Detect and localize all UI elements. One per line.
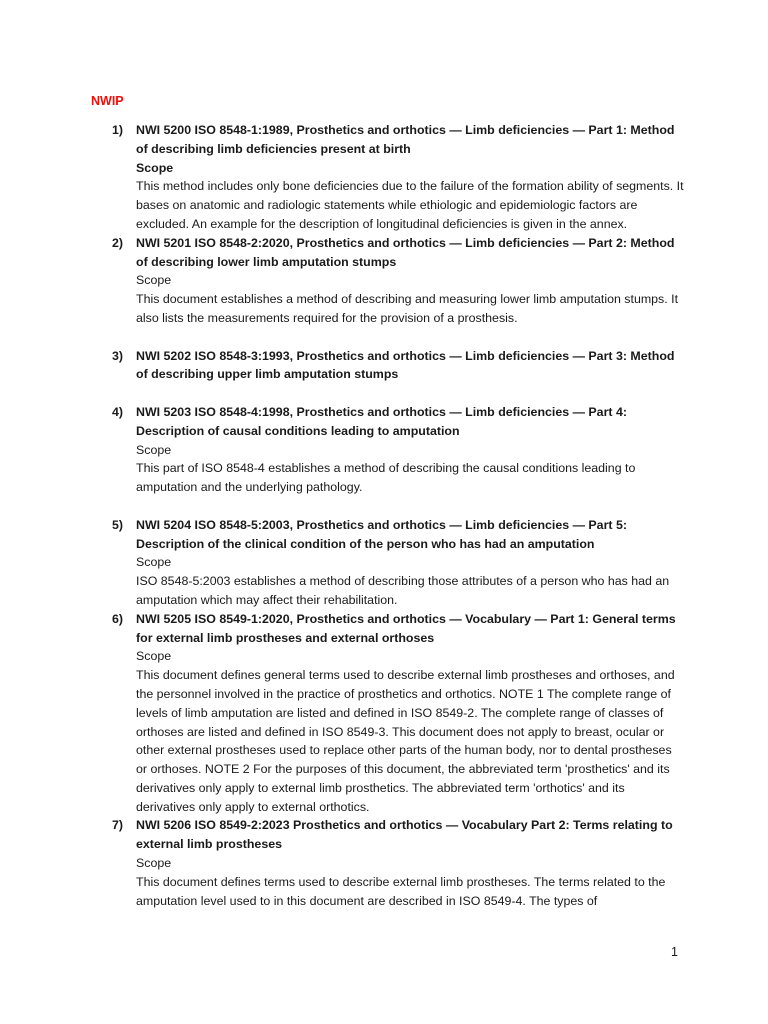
item-title: NWI 5206 ISO 8549-2:2023 Prosthetics and orthotics — Vocabulary Part 2: Terms relating to external limb prostheses <box>136 818 673 852</box>
list-item <box>0 234 684 328</box>
item-scope-label: Scope <box>136 273 172 288</box>
item-scope-label: Scope <box>136 555 172 570</box>
item-description: This document establishes a method of describing and measuring lower limb amputation stumps. It also lists the measurements required for the provision of a prosthesis. <box>136 292 679 325</box>
list-item <box>0 347 684 385</box>
list-item <box>0 610 684 817</box>
item-number: 5) <box>112 517 124 532</box>
list-item <box>0 403 684 497</box>
item-number: 4) <box>112 404 124 419</box>
item-description: ISO 8548-5:2003 establishes a method of describing those attributes of a person who has had an amputation which may affect their rehabilitation. <box>136 574 670 607</box>
item-title: NWI 5202 ISO 8548-3:1993, Prosthetics and orthotics — Limb deficiencies — Part 3: Method of describing upper limb amputation stumps <box>136 348 675 382</box>
item-scope-label: Scope <box>136 160 174 175</box>
page-number: 1 <box>671 945 678 959</box>
paragraph-gap <box>0 384 768 403</box>
item-title: NWI 5203 ISO 8548-4:1998, Prosthetics and orthotics — Limb deficiencies — Part 4: Description of causal conditions leading to amputation <box>136 404 627 438</box>
item-title: NWI 5200 ISO 8548-1:1989, Prosthetics and orthotics — Limb deficiencies — Part 1: Method of describing limb deficiencies present at birth <box>136 123 675 156</box>
list-item <box>0 516 684 610</box>
list-item <box>0 816 684 910</box>
item-scope-label: Scope <box>136 649 172 664</box>
paragraph-gap <box>0 497 768 516</box>
item-description: This method includes only bone deficiencies due to the failure of the formation ability of segments. It bases on anatomic and radiologic statements while ethiologic and epidemiologic factors are excluded. An example for the description of longitudinal deficiencies is given in the annex. <box>136 179 684 231</box>
item-title: NWI 5205 ISO 8549-1:2020, Prosthetics and orthotics — Vocabulary — Part 1: General terms for external limb prostheses and external orthoses <box>136 611 676 645</box>
paragraph-gap <box>0 328 768 347</box>
item-description: This part of ISO 8548-4 establishes a method of describing the causal conditions leading to amputation and the underlying pathology. <box>136 461 636 495</box>
item-scope-label: Scope <box>136 856 172 871</box>
item-number: 3) <box>112 348 124 363</box>
item-title: NWI 5204 ISO 8548-5:2003, Prosthetics and orthotics — Limb deficiencies — Part 5: Description of the clinical condition of the person who has had an amputation <box>136 517 627 551</box>
item-description: This document defines general terms used to describe external limb prostheses and orthoses, and the personnel involved in the practice of prosthetics and orthotics. NOTE 1 The complete range of levels of limb amputation are listed and defined in ISO 8549-2. The complete range of classes of orthoses are listed and defined in ISO 8549-3. This document does not apply to breast, ocular or other external prostheses used to replace other parts of the human body, nor to dental prostheses or orthoses. NOTE 2 For the purposes of this document, the abbreviated term 'prosthetics' and its derivatives only apply to external limb prosthetics. The abbreviated term 'orthotics' and its derivatives only apply to external orthotics. <box>136 668 675 814</box>
item-scope-label: Scope <box>136 442 172 457</box>
section-heading: NWIP <box>91 94 124 108</box>
item-number: 2) <box>112 235 124 250</box>
standards-list <box>0 121 768 910</box>
item-number: 7) <box>112 818 124 833</box>
list-item <box>0 121 684 234</box>
item-description: This document defines terms used to describe external limb prostheses. The terms related to the amputation level used to in this document are described in ISO 8549-4. The types of <box>136 874 666 908</box>
item-title: NWI 5201 ISO 8548-2:2020, Prosthetics and orthotics — Limb deficiencies — Part 2: Method of describing lower limb amputation stumps <box>136 235 675 269</box>
item-number: 1) <box>112 123 124 137</box>
item-number: 6) <box>112 611 124 626</box>
